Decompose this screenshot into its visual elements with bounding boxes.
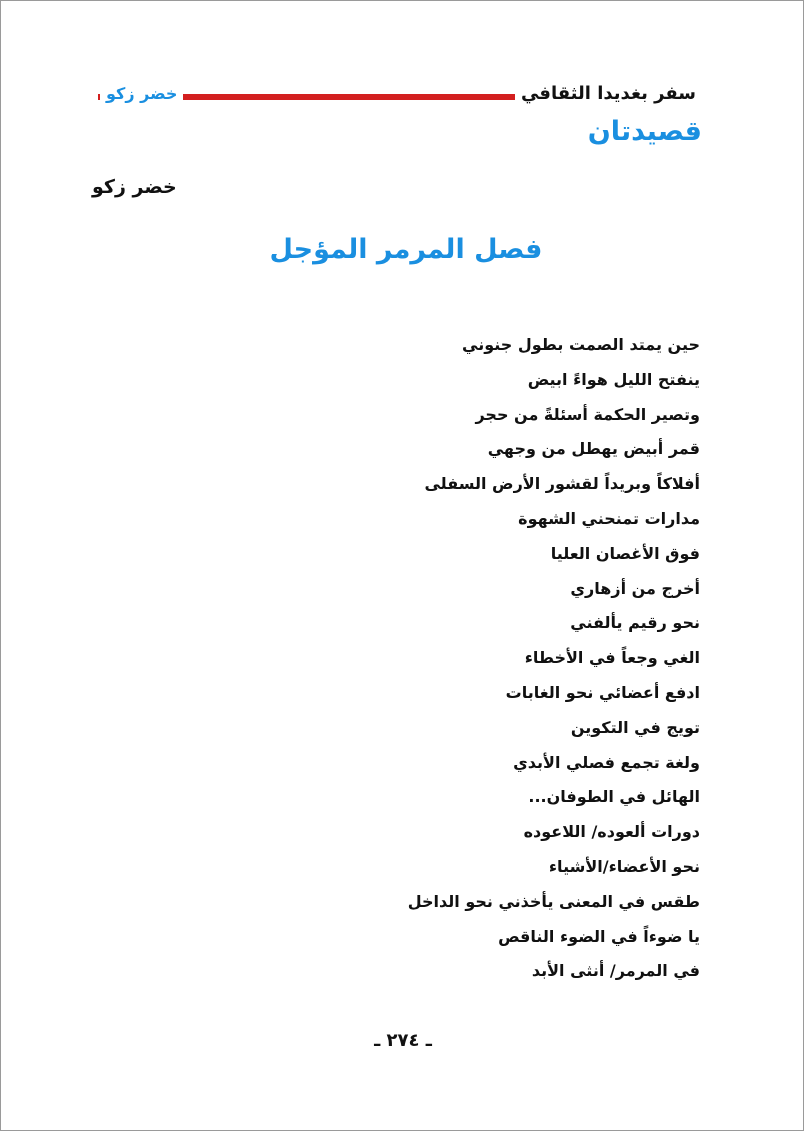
- poem-line: قمر أبيض يهطل من وجهي: [487, 439, 700, 459]
- header-journal-title: سفر بغديدا الثقافي: [515, 80, 702, 108]
- poem-line: نحو رقيم يألفني: [570, 613, 700, 633]
- poem-line: دورات ألعوده/ اللاعوده: [523, 822, 700, 842]
- poem-line: الهائل في الطوفان...: [528, 787, 700, 807]
- poem-line: أخرج من أزهاري: [570, 578, 700, 598]
- poem-line: طقس في المعنى يأخذني نحو الداخل: [407, 891, 700, 911]
- poem-line: ينفتح الليل هواءً ابيض: [527, 369, 700, 389]
- page-number: ـ ٢٧٤ ـ: [374, 1030, 432, 1051]
- poem-title: فصل المرمر المؤجل: [269, 234, 543, 265]
- poem-line: نحو الأعضاء/الأشياء: [548, 856, 700, 876]
- poem-line: حين يمتد الصمت بطول جنوني: [462, 335, 700, 354]
- poem-line: في المرمر/ أنثى الأبد: [531, 961, 700, 981]
- poem-body: [180, 328, 700, 989]
- poem-line: فوق الأغصان العليا: [550, 543, 700, 563]
- author-name: خضر زكو: [92, 176, 177, 198]
- poem-line: ادفع أعضائي نحو الغابات: [505, 682, 700, 702]
- poem-line: أفلاكاً وبريداً لقشور الأرض السفلى: [424, 474, 700, 494]
- poem-line: تويج في التكوين: [570, 717, 700, 737]
- poem-line: الغي وجعاً في الأخطاء: [524, 648, 700, 668]
- poem-line: وتصير الحكمة أسئلةً من حجر: [475, 404, 700, 424]
- poem-line: ولغة تجمع فصلي الأبدي: [513, 752, 700, 772]
- poem-line: يا ضوءاً في الضوء الناقص: [498, 926, 700, 946]
- poem-line: مدارات تمنحني الشهوة: [518, 508, 700, 528]
- page-header: [98, 80, 702, 110]
- header-author: خضر زكو: [100, 80, 183, 108]
- section-title: قصيدتان: [587, 116, 702, 147]
